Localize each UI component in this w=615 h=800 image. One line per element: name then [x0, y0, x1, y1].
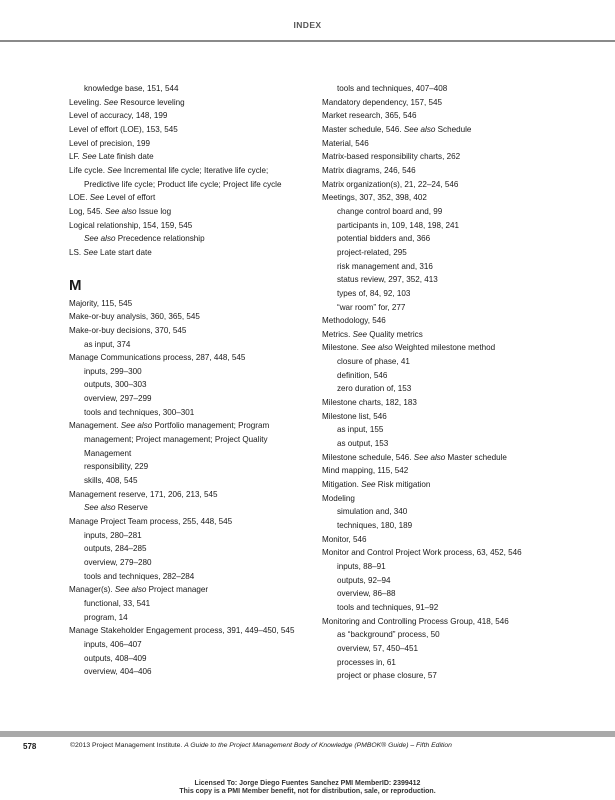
- entry-text: program, 14: [84, 612, 128, 622]
- entry-text: inputs, 299–300: [84, 366, 142, 376]
- entry-text: processes in, 61: [337, 657, 396, 667]
- index-subentry: [322, 656, 567, 670]
- entry-text: Incremental life cycle; Iterative life cycle;: [121, 165, 269, 175]
- see-reference: See: [103, 97, 119, 107]
- entry-text: Schedule: [435, 124, 472, 134]
- index-subentry: [322, 628, 567, 642]
- entry-text: tools and techniques, 300–301: [84, 407, 195, 417]
- see-reference: See: [83, 247, 98, 257]
- index-entry: [69, 583, 304, 597]
- entry-text: Leveling.: [69, 97, 104, 107]
- index-entry: [69, 205, 304, 219]
- index-entry: [69, 137, 304, 151]
- entry-text: Milestone charts, 182, 183: [322, 398, 417, 408]
- index-subentry: [322, 437, 567, 451]
- index-entry: [322, 123, 567, 137]
- index-subentry: [322, 574, 567, 588]
- index-entry: [69, 164, 304, 178]
- entry-text: Logical relationship, 154, 159, 545: [69, 220, 193, 230]
- index-subentry: [69, 406, 304, 420]
- entry-text: Mandatory dependency, 157, 545: [322, 97, 442, 107]
- see-reference: See: [82, 152, 97, 162]
- entry-text: Matrix diagrams, 246, 546: [322, 165, 416, 175]
- entry-text: inputs, 280–281: [84, 530, 142, 540]
- entry-text: Milestone list, 546: [322, 411, 387, 421]
- entry-text: Weighted milestone method: [392, 343, 496, 353]
- entry-text: tools and techniques, 407–408: [337, 84, 448, 93]
- entry-text: Manage Stakeholder Engagement process, 391, 449–450, 545: [69, 626, 295, 636]
- index-entry: [69, 515, 304, 529]
- entry-text: Precedence relationship: [115, 234, 205, 244]
- index-subentry: [69, 447, 304, 461]
- page-number: 578: [23, 742, 37, 751]
- index-subentry: [69, 501, 304, 515]
- index-entry: [322, 341, 567, 355]
- index-subentry: [69, 433, 304, 447]
- index-subentry: [322, 287, 567, 301]
- copyright-line: [70, 742, 452, 749]
- license-line-2: This copy is a PMI Member benefit, not for distribution, sale, or reproduction.: [179, 788, 436, 795]
- entry-text: overview, 404–406: [84, 667, 152, 677]
- index-entry: [322, 314, 567, 328]
- index-entry: [322, 451, 567, 465]
- entry-text: Management.: [69, 421, 121, 431]
- index-entry: [69, 123, 304, 137]
- index-entry: [322, 492, 567, 506]
- index-entry: [69, 109, 304, 123]
- entry-text: Master schedule: [445, 452, 507, 462]
- see-reference: See also: [114, 585, 147, 595]
- index-subentry: [322, 642, 567, 656]
- entry-text: as input, 155: [337, 425, 384, 435]
- index-subentry: [69, 542, 304, 556]
- entry-text: inputs, 406–407: [84, 639, 142, 649]
- entry-text: inputs, 88–91: [337, 561, 386, 571]
- entry-text: as output, 153: [337, 439, 389, 449]
- see-reference: See: [361, 480, 376, 490]
- see-reference: See also: [105, 206, 137, 216]
- index-entry: [322, 464, 567, 478]
- index-entry: [69, 624, 304, 638]
- index-entry: [322, 410, 567, 424]
- entry-text: LS.: [69, 247, 84, 257]
- entry-text: Majority, 115, 545: [69, 298, 133, 308]
- entry-text: Monitor and Control Project Work process, 63, 452, 546: [322, 548, 522, 558]
- entry-text: as input, 374: [84, 339, 131, 349]
- entry-text: Meetings, 307, 352, 398, 402: [322, 193, 427, 203]
- entry-text: skills, 408, 545: [84, 476, 138, 486]
- copyright-prefix: ©2013 Project Management Institute.: [70, 742, 185, 749]
- entry-text: Late start date: [97, 247, 152, 257]
- index-subentry: [69, 474, 304, 488]
- entry-text: status review, 297, 352, 413: [337, 275, 438, 285]
- entry-text: Portfolio management; Program: [152, 421, 270, 431]
- index-subentry: [69, 338, 304, 352]
- see-reference: See also: [84, 234, 116, 244]
- index-subentry: [322, 246, 567, 260]
- entry-text: Level of effort (LOE), 153, 545: [69, 124, 178, 134]
- entry-text: Level of accuracy, 148, 199: [69, 111, 168, 121]
- entry-text: Matrix organization(s), 21, 22–24, 546: [322, 179, 459, 189]
- entry-text: Issue log: [136, 206, 172, 216]
- entry-text: project or phase closure, 57: [337, 671, 437, 681]
- entry-text: Milestone.: [322, 343, 362, 353]
- entry-text: Milestone schedule, 546.: [322, 452, 414, 462]
- see-reference: See: [352, 329, 367, 339]
- entry-text: as “background” process, 50: [337, 630, 440, 640]
- index-entry: [69, 488, 304, 502]
- entry-text: potential bidders and, 366: [337, 234, 431, 244]
- entry-text: Quality metrics: [366, 329, 423, 339]
- entry-text: tools and techniques, 91–92: [337, 602, 439, 612]
- entry-text: overview, 297–299: [84, 394, 152, 404]
- entry-text: Management: [84, 448, 132, 458]
- license-notice: [0, 780, 615, 796]
- book-title: A Guide to the Project Management Body of Knowledge (PMBOK® Guide) – Fifth Edition: [184, 742, 452, 749]
- index-subentry: [322, 669, 567, 683]
- see-reference: See also: [361, 343, 393, 353]
- index-subentry: [322, 260, 567, 274]
- index-entry: [322, 328, 567, 342]
- index-column-right: [322, 82, 567, 683]
- index-entry: [69, 419, 304, 433]
- index-entry: [322, 191, 567, 205]
- index-subentry: [322, 560, 567, 574]
- entry-text: overview, 57, 450–451: [337, 643, 418, 653]
- entry-text: tools and techniques, 282–284: [84, 571, 195, 581]
- entry-text: Manage Project Team process, 255, 448, 545: [69, 517, 233, 527]
- entry-text: Resource leveling: [118, 97, 185, 107]
- entry-text: LOE.: [69, 193, 90, 203]
- running-header: INDEX: [293, 20, 322, 30]
- index-subentry: [69, 556, 304, 570]
- index-entry: [322, 178, 567, 192]
- index-subentry: [322, 423, 567, 437]
- index-entry: [69, 219, 304, 233]
- entry-text: management; Project management; Project Quality: [84, 435, 268, 445]
- entry-text: Manage Communications process, 287, 448, 545: [69, 353, 246, 363]
- entry-text: overview, 86–88: [337, 589, 396, 599]
- index-entry: [69, 246, 304, 260]
- see-reference: See also: [413, 452, 446, 462]
- index-subentry: [69, 529, 304, 543]
- see-reference: See: [89, 193, 105, 203]
- index-entry: [69, 351, 304, 365]
- entry-text: Log, 545.: [69, 206, 106, 216]
- index-subentry: [322, 273, 567, 287]
- entry-text: Project manager: [146, 585, 209, 595]
- entry-text: Life cycle.: [69, 165, 108, 175]
- entry-text: change control board and, 99: [337, 206, 443, 216]
- entry-text: overview, 279–280: [84, 558, 152, 567]
- index-subentry: [322, 232, 567, 246]
- entry-text: definition, 546: [337, 370, 388, 380]
- entry-text: Make-or-buy decisions, 370, 545: [69, 325, 187, 335]
- index-subentry: [322, 82, 567, 96]
- entry-text: Mind mapping, 115, 542: [322, 466, 409, 476]
- index-entry: [322, 478, 567, 492]
- see-reference: See also: [403, 124, 436, 134]
- entry-text: Methodology, 546: [322, 316, 386, 326]
- index-subentry: [69, 597, 304, 611]
- index-subentry: [69, 378, 304, 392]
- index-subentry: [69, 178, 304, 192]
- index-entry: [69, 150, 304, 164]
- entry-text: Matrix-based responsibility charts, 262: [322, 152, 461, 162]
- entry-text: Material, 546: [322, 138, 369, 148]
- index-entry: [322, 164, 567, 178]
- see-reference: See also: [120, 421, 153, 431]
- entry-text: Level of precision, 199: [69, 138, 150, 148]
- index-subentry: [322, 519, 567, 533]
- index-entry: [322, 137, 567, 151]
- index-subentry: [69, 392, 304, 406]
- index-entry: [69, 297, 304, 311]
- entry-text: Management reserve, 171, 206, 213, 545: [69, 489, 218, 499]
- index-subentry: [69, 365, 304, 379]
- index-entry: [69, 324, 304, 338]
- index-section-letter: M: [69, 276, 82, 294]
- entry-text: closure of phase, 41: [337, 357, 410, 367]
- entry-text: LF.: [69, 152, 83, 162]
- index-subentry: [69, 652, 304, 666]
- index-entry: [322, 396, 567, 410]
- entry-text: knowledge base, 151, 544: [84, 84, 179, 93]
- entry-text: Risk mitigation: [375, 480, 431, 490]
- entry-text: responsibility, 229: [84, 462, 149, 472]
- index-subentry: [69, 638, 304, 652]
- index-subentry: [322, 355, 567, 369]
- entry-text: outputs, 300–303: [84, 380, 147, 390]
- index-entry: [322, 615, 567, 629]
- index-subentry: [322, 601, 567, 615]
- index-entry: [69, 310, 304, 324]
- see-reference: See: [107, 165, 122, 175]
- index-entry: [69, 96, 304, 110]
- entry-text: outputs, 408–409: [84, 653, 147, 663]
- index-subentry: [322, 382, 567, 396]
- index-subentry: [322, 505, 567, 519]
- entry-text: project-related, 295: [337, 247, 407, 257]
- index-entry: [322, 96, 567, 110]
- entry-text: Mitigation.: [322, 480, 362, 490]
- index-entry: [69, 191, 304, 205]
- entry-text: zero duration of, 153: [337, 384, 412, 394]
- entry-text: Master schedule, 546.: [322, 124, 404, 134]
- entry-text: techniques, 180, 189: [337, 521, 413, 530]
- entry-text: simulation and, 340: [337, 507, 408, 517]
- index-subentry: [322, 369, 567, 383]
- index-entry: [322, 150, 567, 164]
- index-entry: [322, 109, 567, 123]
- entry-text: outputs, 284–285: [84, 544, 147, 554]
- entry-text: Metrics.: [322, 329, 353, 339]
- index-entry: [322, 533, 567, 547]
- index-subentry: [322, 587, 567, 601]
- entry-text: Make-or-buy analysis, 360, 365, 545: [69, 312, 200, 322]
- index-subentry: [69, 570, 304, 584]
- entry-text: risk management and, 316: [337, 261, 433, 271]
- index-subentry: [69, 611, 304, 625]
- entry-text: Reserve: [115, 503, 148, 513]
- entry-text: outputs, 92–94: [337, 575, 391, 585]
- index-subentry: [322, 205, 567, 219]
- entry-text: Monitoring and Controlling Process Group, 418, 546: [322, 616, 509, 626]
- index-subentry: [69, 82, 304, 96]
- see-reference: See also: [84, 503, 116, 513]
- entry-text: Predictive life cycle; Product life cycle; Project life cycle: [84, 179, 282, 189]
- index-subentry: [69, 460, 304, 474]
- header-rule: [0, 40, 615, 42]
- entry-text: Level of effort: [104, 193, 156, 203]
- index-entry: [322, 546, 567, 560]
- entry-text: Market research, 365, 546: [322, 111, 417, 121]
- entry-text: Modeling: [322, 493, 355, 503]
- entry-text: Monitor, 546: [322, 534, 367, 544]
- entry-text: Manager(s).: [69, 585, 115, 595]
- entry-text: types of, 84, 92, 103: [337, 288, 411, 298]
- index-column-left: [69, 82, 304, 679]
- entry-text: participants in, 109, 148, 198, 241: [337, 220, 459, 230]
- index-subentry: [69, 665, 304, 679]
- index-subentry: [322, 219, 567, 233]
- entry-text: Late finish date: [96, 152, 154, 162]
- license-line-1: Licensed To: Jorge Diego Fuentes Sanchez PMI MemberID: 2399412: [194, 780, 421, 787]
- index-subentry: [69, 232, 304, 246]
- footer-rule: [0, 731, 615, 737]
- entry-text: “war room” for, 277: [337, 302, 406, 312]
- entry-text: functional, 33, 541: [84, 598, 151, 608]
- index-subentry: [322, 301, 567, 315]
